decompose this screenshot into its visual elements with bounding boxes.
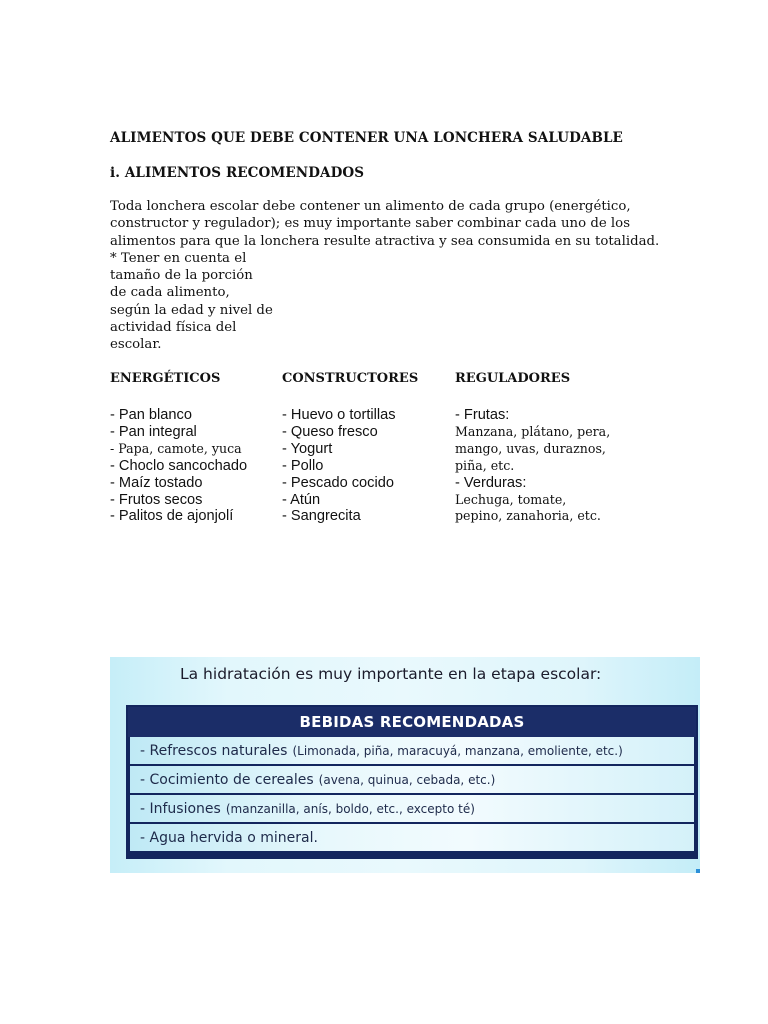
note-line: tamaño de la porción	[110, 268, 253, 284]
list-item: - Pollo	[282, 457, 324, 474]
column-header-constructores: CONSTRUCTORES	[282, 371, 419, 386]
beverages-table	[126, 705, 698, 859]
beverages-table-header: BEBIDAS RECOMENDADAS	[128, 707, 696, 737]
beverage-name: - Cocimiento de cereales	[140, 771, 314, 788]
list-item: Manzana, plátano, pera,	[455, 423, 611, 439]
list-item: - Pescado cocido	[282, 474, 394, 491]
list-item: - Frutas:	[455, 407, 510, 423]
list-item: - Pan blanco	[110, 407, 192, 423]
reguladores-list	[455, 407, 610, 525]
list-item: - Palitos de ajonjolí	[110, 508, 234, 525]
list-item: Lechuga, tomate,	[455, 491, 567, 507]
intro-line: constructor y regulador); es muy importante saber combinar cada uno de los	[110, 216, 631, 232]
beverage-name: - Agua hervida o mineral.	[140, 829, 318, 846]
hydration-figure	[110, 657, 700, 873]
document-title: ALIMENTOS QUE DEBE CONTENER UNA LONCHERA SALUDABLE	[110, 130, 623, 146]
list-item: - Yogurt	[282, 440, 333, 457]
note-line: de cada alimento,	[110, 285, 230, 301]
list-item: - Choclo sancochado	[110, 457, 248, 474]
beverage-detail: (avena, quinua, cebada, etc.)	[318, 772, 496, 787]
list-item: - Frutos secos	[110, 491, 203, 508]
note-line: escolar.	[110, 337, 162, 353]
note-line: actividad física del	[110, 320, 237, 336]
hydration-title: La hidratación es muy importante en la etapa escolar:	[180, 665, 602, 683]
list-item: - Papa, camote, yuca	[110, 440, 242, 456]
table-row	[130, 737, 694, 764]
intro-line: Toda lonchera escolar debe contener un alimento de cada grupo (energético,	[110, 199, 631, 214]
beverage-detail: (manzanilla, anís, boldo, etc., excepto té)	[225, 801, 475, 816]
intro-paragraph	[110, 198, 670, 354]
list-item: - Verduras:	[455, 474, 527, 491]
list-item: - Queso fresco	[282, 423, 378, 440]
beverage-detail: (Limonada, piña, maracuyá, manzana, emoliente, etc.)	[292, 743, 623, 758]
list-item: - Pan integral	[110, 423, 197, 440]
list-item: - Huevo o tortillas	[282, 407, 396, 423]
list-item: - Sangrecita	[282, 508, 361, 525]
corner-marker	[696, 869, 700, 873]
note-line: * Tener en cuenta el	[110, 250, 247, 266]
note-line: según la edad y nivel de	[110, 302, 273, 318]
list-item: piña, etc.	[455, 457, 515, 473]
list-item: mango, uvas, duraznos,	[455, 440, 606, 456]
column-header-reguladores: REGULADORES	[455, 371, 571, 386]
intro-line: alimentos para que la lonchera resulte atractiva y sea consumida en su totalidad.	[110, 233, 660, 249]
list-item: - Maíz tostado	[110, 474, 203, 491]
column-header-energeticos: ENERGÉTICOS	[110, 371, 221, 386]
section-heading: i. ALIMENTOS RECOMENDADOS	[110, 165, 365, 181]
beverage-name: - Refrescos naturales	[140, 742, 288, 759]
table-row	[130, 795, 694, 822]
list-item: pepino, zanahoria, etc.	[455, 508, 601, 524]
constructores-list	[282, 407, 396, 525]
list-item: - Atún	[282, 491, 321, 508]
table-row	[130, 766, 694, 793]
beverage-name: - Infusiones	[140, 800, 221, 817]
energeticos-list	[110, 407, 247, 525]
table-row	[130, 824, 694, 851]
